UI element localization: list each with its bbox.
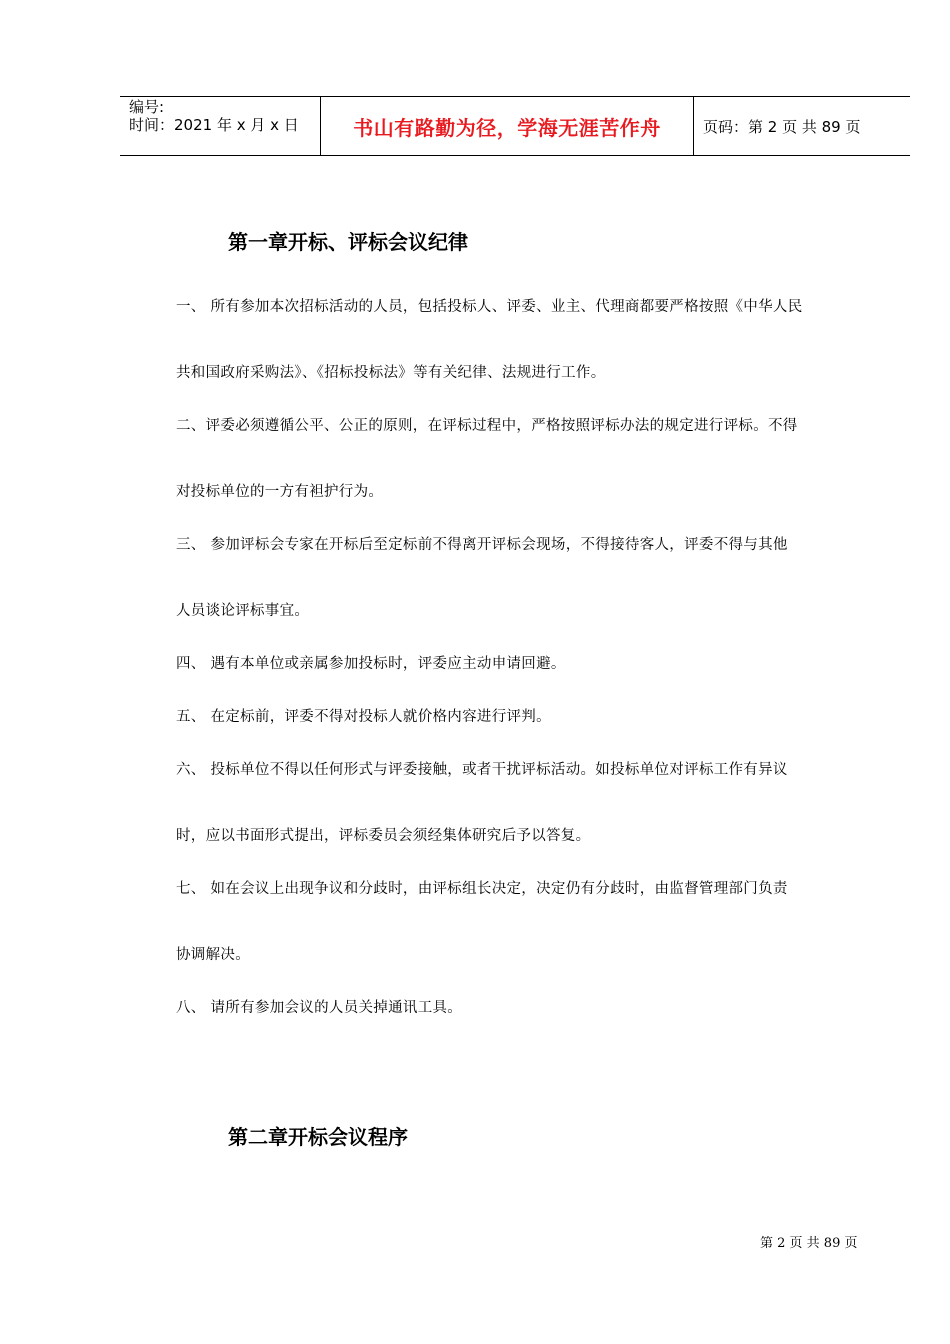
chapter-1-title: 第一章开标、评标会议纪律 xyxy=(228,230,468,254)
paragraph-line: 二、评委必须遵循公平、公正的原则，在评标过程中，严格按照评标办法的规定进行评标。不得 xyxy=(176,418,798,434)
paragraph-line: 一、 所有参加本次招标活动的人员，包括投标人、评委、业主、代理商都要严格按照《中华人民 xyxy=(176,299,803,315)
doc-time-label: 时间：2021 年 x 月 x 日 xyxy=(129,116,299,134)
paragraph-line: 六、 投标单位不得以任何形式与评委接触，或者干扰评标活动。如投标单位对评标工作有异议 xyxy=(176,762,788,778)
paragraph-line: 八、 请所有参加会议的人员关掉通讯工具。 xyxy=(176,1000,463,1016)
footer-page-info: 第 2 页 共 89 页 xyxy=(760,1236,858,1251)
header-motto: 书山有路勤为径，学海无涯苦作舟 xyxy=(353,116,661,140)
header-right-cell xyxy=(694,97,910,156)
paragraph-line: 七、 如在会议上出现争议和分歧时，由评标组长决定，决定仍有分歧时，由监督管理部门负责 xyxy=(176,881,788,897)
paragraph-line: 五、 在定标前，评委不得对投标人就价格内容进行评判。 xyxy=(176,709,551,725)
paragraph-line: 协调解决。 xyxy=(176,947,250,963)
paragraph-line: 人员谈论评标事宜。 xyxy=(176,603,310,619)
header-left-cell xyxy=(120,97,321,156)
paragraph-line: 共和国政府采购法》、《招标投标法》等有关纪律、法规进行工作。 xyxy=(176,365,606,381)
document-header xyxy=(120,96,910,156)
chapter-2-title: 第二章开标会议程序 xyxy=(228,1125,408,1149)
header-page-code: 页码：第 2 页 共 89 页 xyxy=(703,118,861,136)
paragraph-line: 时，应以书面形式提出，评标委员会须经集体研究后予以答复。 xyxy=(176,828,591,844)
paragraph-line: 三、 参加评标会专家在开标后至定标前不得离开评标会现场，不得接待客人，评委不得与其他 xyxy=(176,537,788,553)
doc-number-label: 编号: xyxy=(129,98,165,116)
header-middle-cell xyxy=(321,97,694,156)
paragraph-line: 对投标单位的一方有袒护行为。 xyxy=(176,484,384,500)
paragraph-line: 四、 遇有本单位或亲属参加投标时，评委应主动申请回避。 xyxy=(176,656,566,672)
